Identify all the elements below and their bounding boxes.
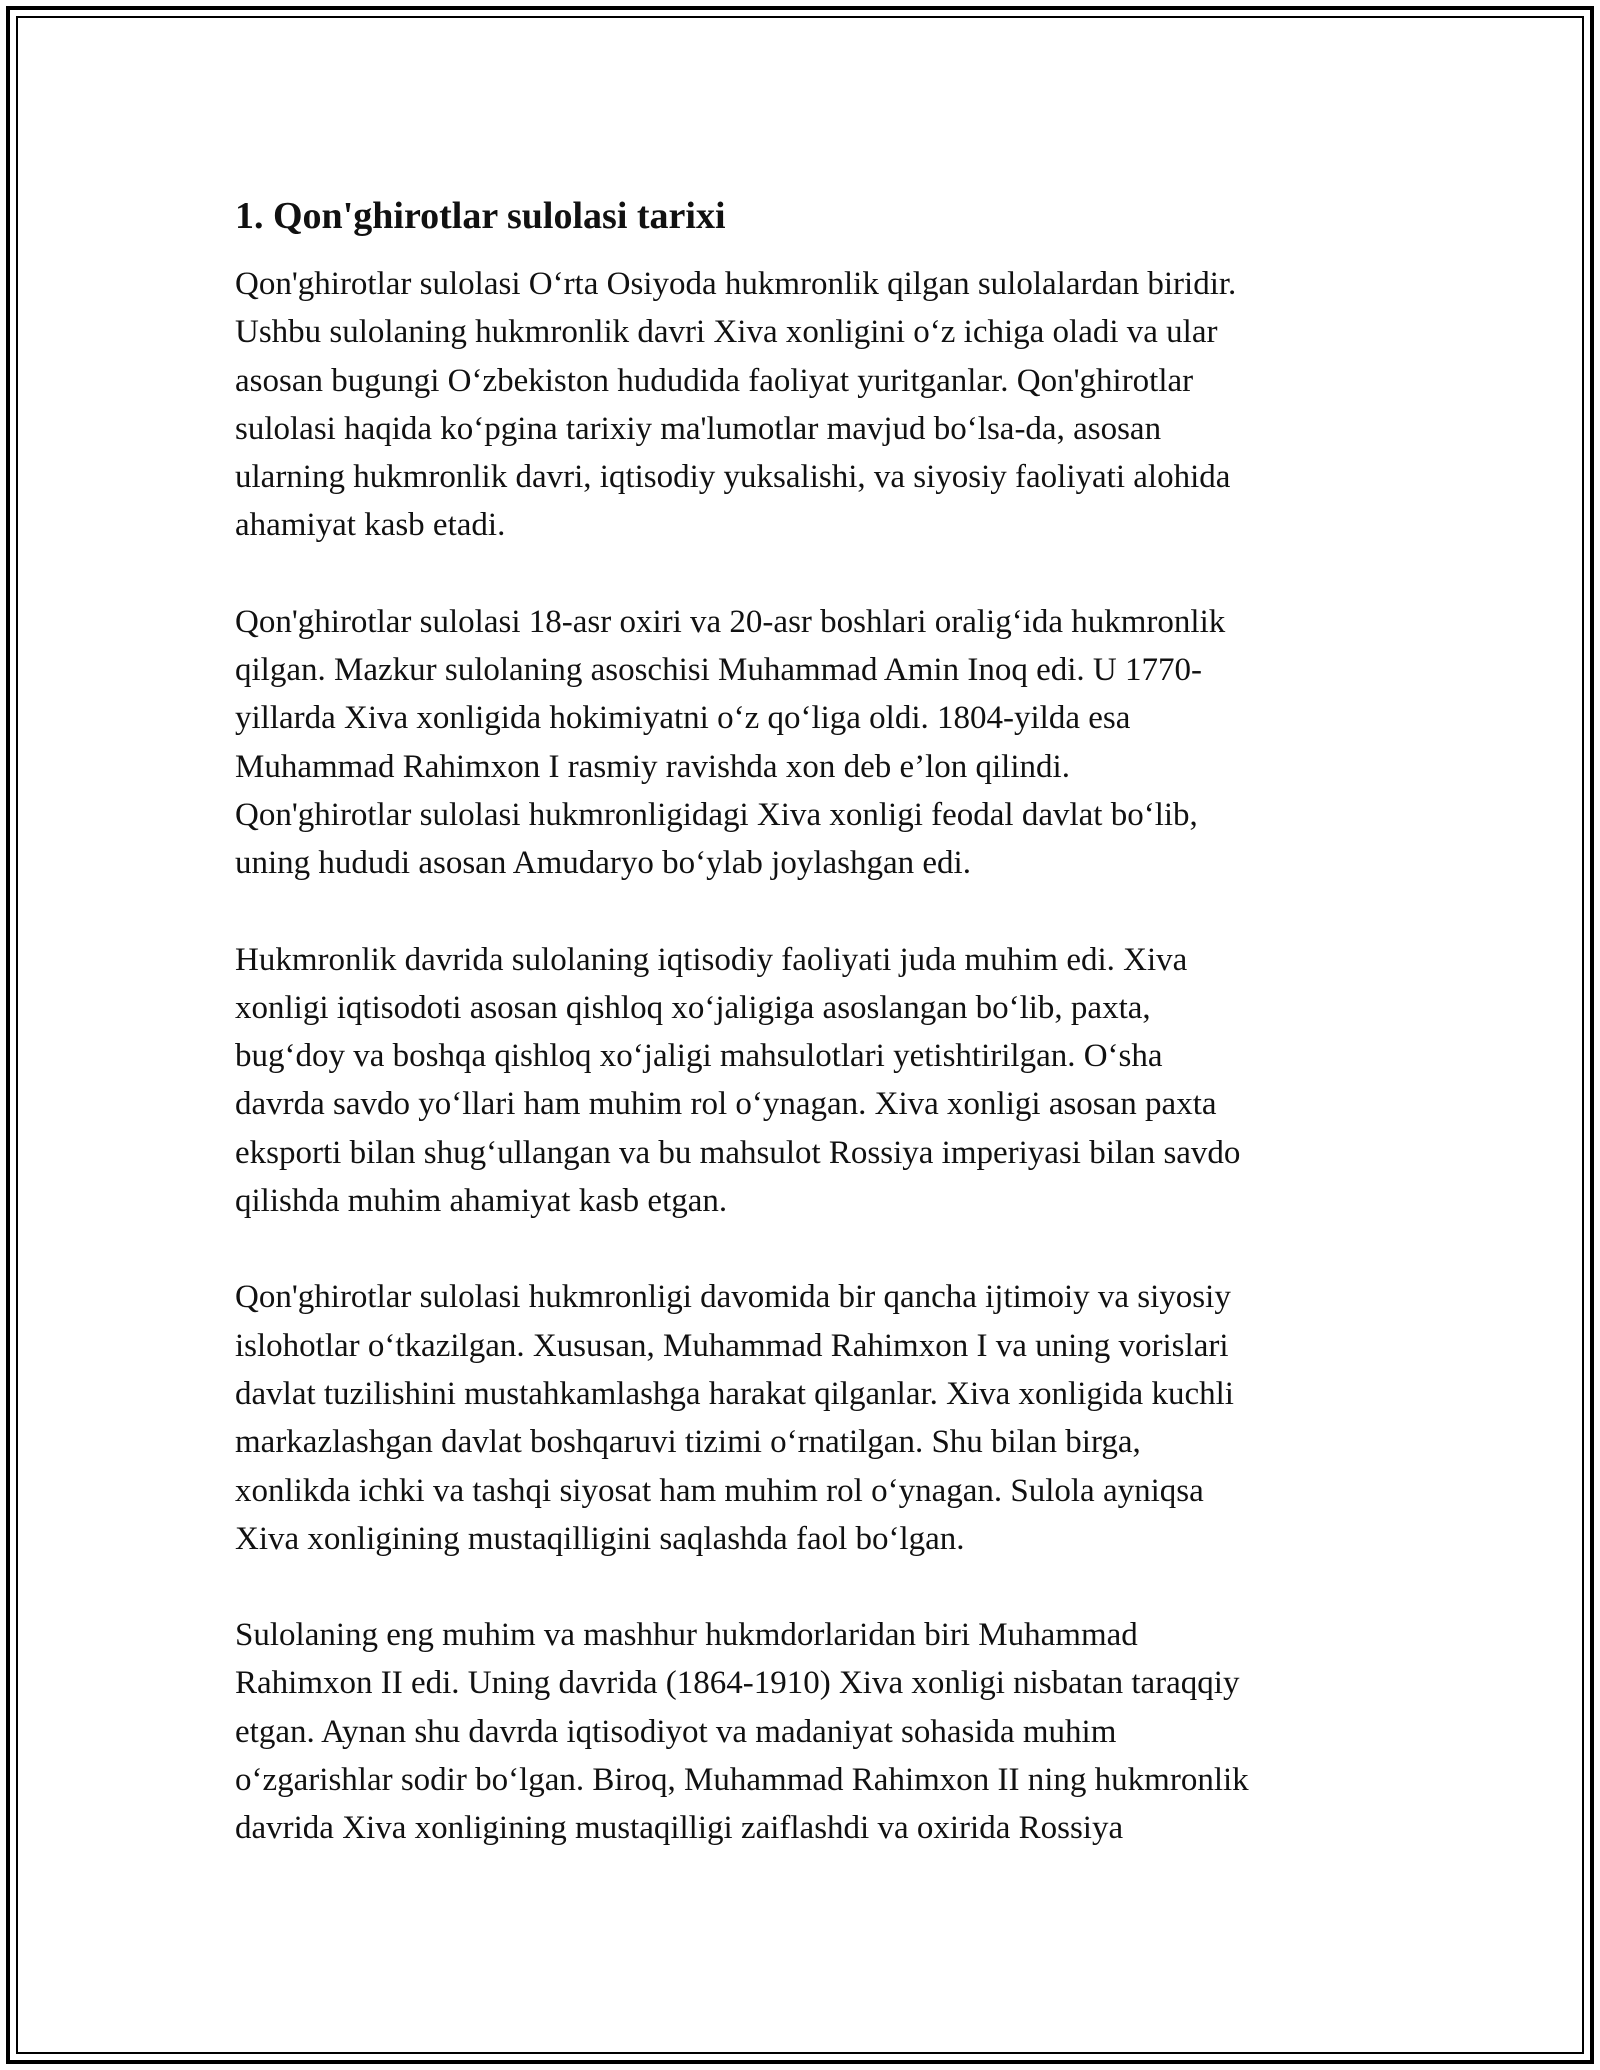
text-line: yillarda Xiva xonligida hokimiyatni o‘z qo‘liga oldi. 1804-yilda esa [235, 700, 1131, 737]
text-line: o‘zgarishlar sodir bo‘lgan. Biroq, Muhammad Rahimxon II ning hukmronlik [235, 1762, 1249, 1799]
text-line: davrida Xiva xonligining mustaqilligi zaiflashdi va oxirida Rossiya [235, 1810, 1124, 1847]
document-body [235, 190, 1375, 1901]
text-line: etgan. Aynan shu davrda iqtisodiyot va madaniyat sohasida muhim [235, 1713, 1117, 1750]
paragraph-2 [235, 598, 1375, 888]
text-line: bug‘doy va boshqa qishloq xo‘jaligi mahsulotlari yetishtirilgan. O‘sha [235, 1038, 1163, 1075]
paragraph-1 [235, 260, 1375, 550]
text-line: islohotlar o‘tkazilgan. Xususan, Muhammad Rahimxon I va uning vorislari [235, 1327, 1229, 1364]
text-line: Sulolaning eng muhim va mashhur hukmdorlaridan biri Muhammad [235, 1617, 1138, 1654]
text-line: davrda savdo yo‘llari ham muhim rol o‘ynagan. Xiva xonligi asosan paxta [235, 1086, 1217, 1123]
text-line: davlat tuzilishini mustahkamlashga harakat qilganlar. Xiva xonligida kuchli [235, 1375, 1234, 1412]
text-line: xonligi iqtisodoti asosan qishloq xo‘jaligiga asoslangan bo‘lib, paxta, [235, 989, 1151, 1026]
text-line: Rahimxon II edi. Uning davrida (1864-1910) Xiva xonligi nisbatan taraqqiy [235, 1665, 1240, 1702]
text-line: xonlikda ichki va tashqi siyosat ham muhim rol o‘ynagan. Sulola ayniqsa [235, 1472, 1204, 1509]
text-line: uning hududi asosan Amudaryo bo‘ylab joylashgan edi. [235, 845, 971, 882]
text-line: Muhammad Rahimxon I rasmiy ravishda xon deb e’lon qilindi. [235, 748, 1070, 785]
text-line: qilishda muhim ahamiyat kasb etgan. [235, 1183, 728, 1220]
text-line: Hukmronlik davrida sulolaning iqtisodiy faoliyati juda muhim edi. Xiva [235, 941, 1188, 978]
text-line: Qon'ghirotlar sulolasi hukmronligidagi Xiva xonligi feodal davlat bo‘lib, [235, 796, 1198, 833]
text-line: markazlashgan davlat boshqaruvi tizimi o‘rnatilgan. Shu bilan birga, [235, 1424, 1141, 1461]
text-line: Xiva xonligining mustaqilligini saqlashda faol bo‘lgan. [235, 1520, 965, 1557]
text-line: eksporti bilan shug‘ullangan va bu mahsulot Rossiya imperiyasi bilan savdo [235, 1134, 1241, 1171]
text-line: sulolasi haqida ko‘pgina tarixiy ma'lumotlar mavjud bo‘lsa-da, asosan [235, 410, 1162, 447]
text-line: qilgan. Mazkur sulolaning asoschisi Muhammad Amin Inoq edi. U 1770- [235, 652, 1202, 689]
text-line: ahamiyat kasb etadi. [235, 507, 506, 544]
text-line: Qon'ghirotlar sulolasi 18-asr oxiri va 20-asr boshlari oralig‘ida hukmronlik [235, 603, 1226, 640]
text-line: Qon'ghirotlar sulolasi hukmronligi davomida bir qancha ijtimoiy va siyosiy [235, 1279, 1231, 1316]
paragraph-4 [235, 1273, 1375, 1563]
text-line: asosan bugungi O‘zbekiston hududida faoliyat yuritganlar. Qon'ghirotlar [235, 362, 1194, 399]
paragraph-5 [235, 1611, 1375, 1852]
paragraph-3 [235, 936, 1375, 1226]
section-heading: 1. Qon'ghirotlar sulolasi tarixi [235, 195, 726, 237]
text-line: Qon'ghirotlar sulolasi O‘rta Osiyoda hukmronlik qilgan sulolalardan biridir. [235, 266, 1237, 302]
text-line: Ushbu sulolaning hukmronlik davri Xiva xonligini o‘z ichiga oladi va ular [235, 314, 1218, 351]
text-line: ularning hukmronlik davri, iqtisodiy yuksalishi, va siyosiy faoliyati alohida [235, 459, 1231, 496]
